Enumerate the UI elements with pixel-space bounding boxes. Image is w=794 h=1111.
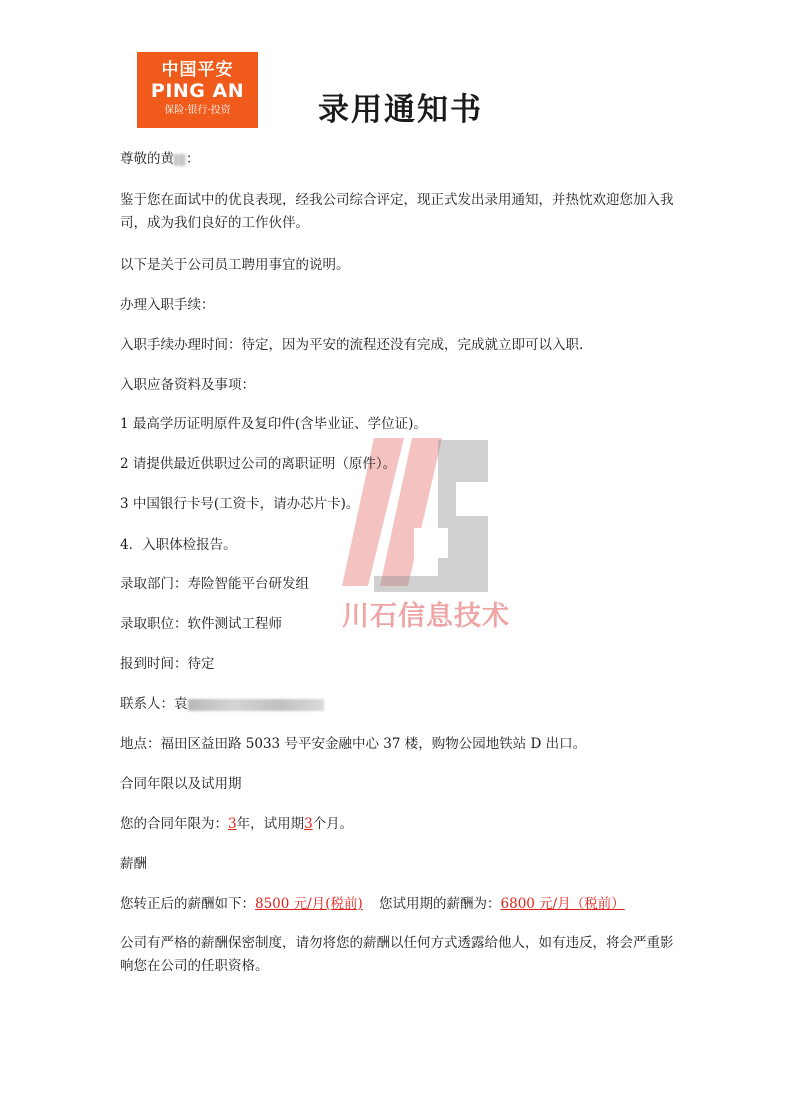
contract-heading: 合同年限以及试用期 [120, 776, 242, 792]
redacted-name [174, 154, 186, 166]
contract-prefix: 您的合同年限为： [120, 816, 228, 832]
greeting-text: 尊敬的黄 [120, 151, 174, 167]
salary-regular-value: 8500 元/月(税前) [255, 896, 363, 912]
material-item-1: 1 最高学历证明原件及复印件(含毕业证、学位证)。 [120, 416, 427, 432]
pingan-logo [137, 52, 258, 128]
contract-years: 3 [228, 816, 237, 832]
material-item-2: 2 请提供最近供职过公司的离职证明（原件）。 [120, 456, 397, 472]
probation-months: 3 [304, 816, 313, 832]
contract-line [120, 814, 353, 834]
intro-paragraph: 鉴于您在面试中的优良表现，经我公司综合评定，现正式发出录用通知，并热忱欢迎您加入我司，成为我们良好的工作伙伴。 [120, 192, 674, 231]
redacted-contact [188, 699, 324, 711]
contract-suffix: 个月。 [312, 816, 354, 832]
location: 地点：福田区益田路 5033 号平安金融中心 37 楼，购物公园地铁站 D 出口。 [120, 736, 587, 752]
greeting [120, 149, 200, 169]
contract-mid: 年，试用期 [236, 816, 305, 832]
procedure-heading: 办理入职手续： [120, 297, 215, 313]
salary-probation-value: 6800 元/月（税前） [500, 896, 625, 912]
contact [120, 694, 324, 714]
logo-chinese-text: 中国平安 [161, 60, 234, 80]
document-title: 录用通知书 [318, 92, 483, 128]
procedure-time: 入职手续办理时间：待定，因为平安的流程还没有完成，完成就立即可以入职. [120, 337, 584, 353]
logo-english-text: PING AN [150, 80, 245, 102]
report-time: 报到时间：待定 [120, 656, 215, 672]
watermark-text: 川石信息技术 [342, 601, 510, 632]
greeting-colon: ： [186, 151, 200, 167]
position: 录取职位：软件测试工程师 [120, 616, 282, 632]
confidentiality-paragraph: 公司有严格的薪酬保密制度，请勿将您的薪酬以任何方式透露给他人，如有违反，将会严重影响您在公司的任职资格。 [120, 935, 674, 974]
salary-probation-label: 您试用期的薪酬为： [379, 896, 501, 912]
salary-line [120, 894, 625, 914]
salary-regular-label: 您转正后的薪酬如下： [120, 896, 255, 912]
below-note: 以下是关于公司员工聘用事宜的说明。 [120, 257, 350, 273]
material-item-4: 4．入职体检报告。 [120, 537, 237, 553]
department: 录取部门：寿险智能平台研发组 [120, 576, 309, 592]
logo-tagline: 保险·银行·投资 [164, 105, 231, 116]
material-item-3: 3 中国银行卡号(工资卡，请办芯片卡)。 [120, 496, 360, 512]
contact-text: 联系人：袁 [120, 696, 188, 712]
materials-heading: 入职应备资料及事项： [120, 377, 255, 393]
salary-heading: 薪酬 [120, 856, 147, 872]
